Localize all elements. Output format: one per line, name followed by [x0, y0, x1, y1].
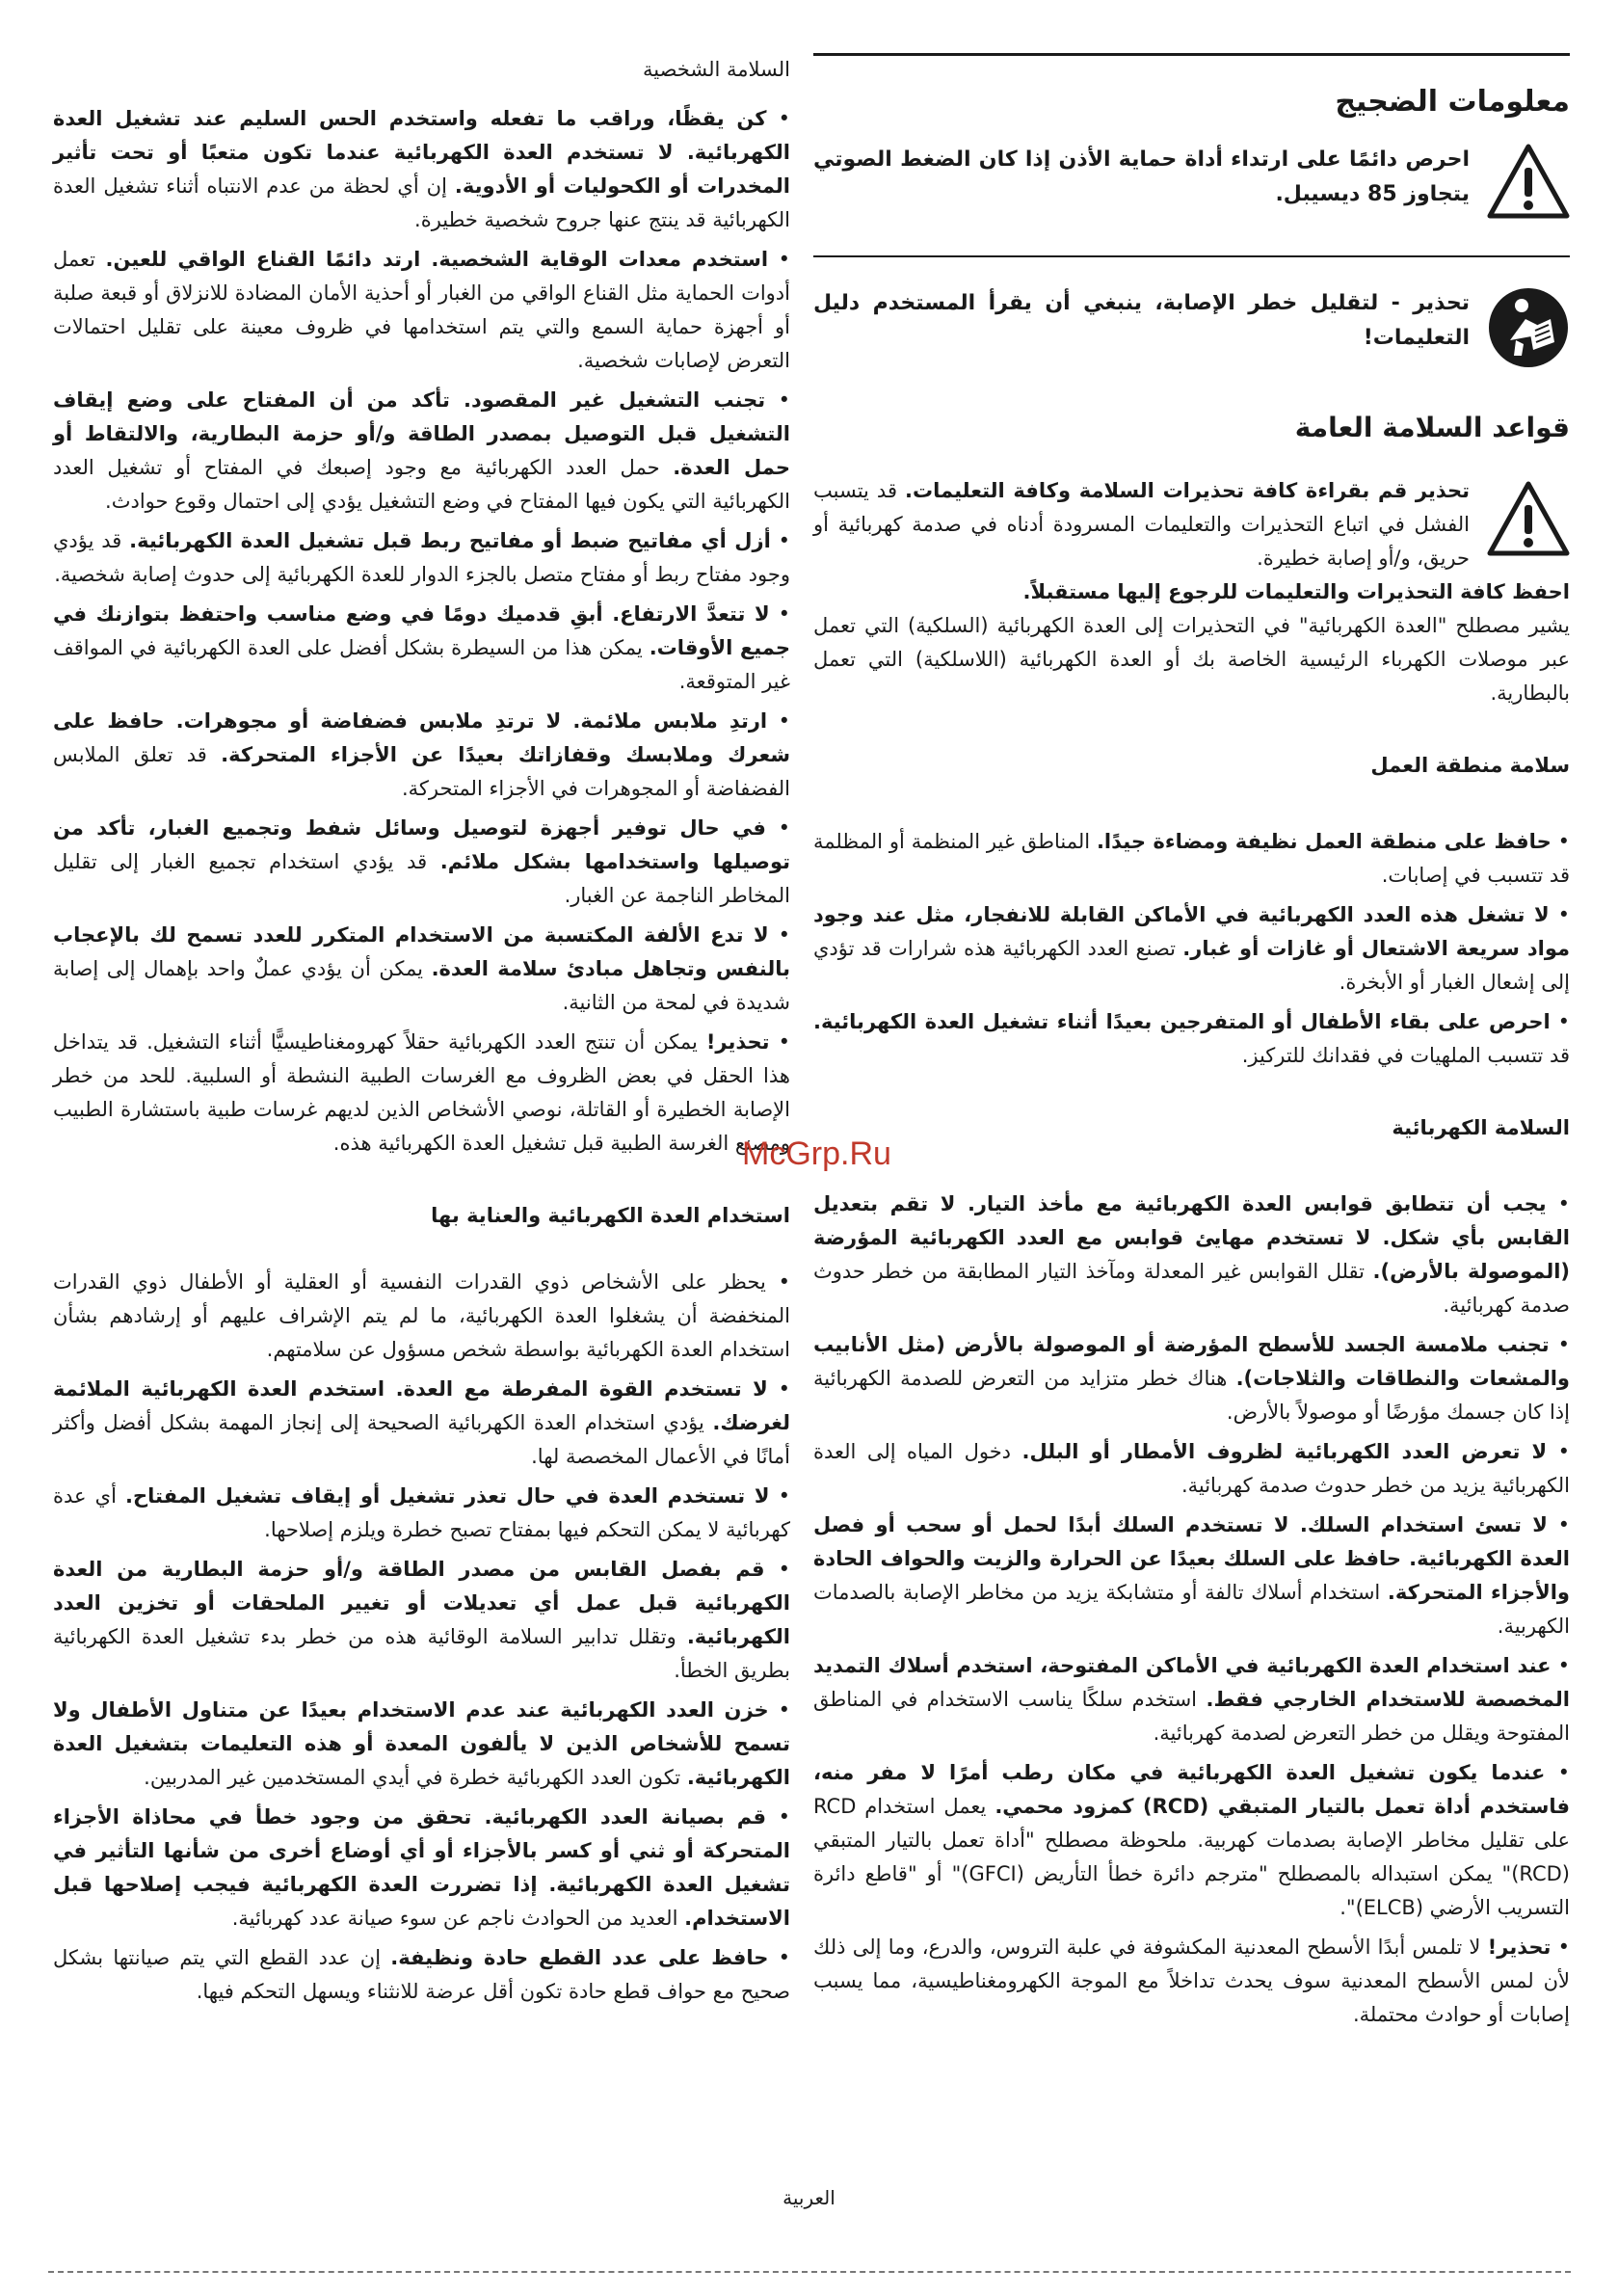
- general-warning-text: تحذير قم بقراءة كافة تحذيرات السلامة وكافة التعليمات. قد يتسبب الفشل في اتباع التحذيرات والتعليمات المسرودة أدناه في صدمة كهربائية أو حريق، و/أو إصابة خطيرة.: [813, 479, 1471, 570]
- page-footer-language: العربية: [782, 2186, 836, 2209]
- list-item: • لا تتعدَّ الارتفاع. أبقِ قدميك دومًا في وضع مناسب واحتفظ بتوازنك في جميع الأوقات. يمكن هذا من السيطرة بشكل أفضل على العدة الكهربائية في المواقف غير المتوقعة.: [53, 602, 791, 693]
- list-item: • لا تشغل هذه العدد الكهربائية في الأماكن القابلة للانفجار، مثل عند وجود مواد سريعة الاشتعال أو غازات أو غبار. تصنع العدد الكهربائية هذه شرارات قد تؤدي إلى إشعال الغبار أو الأبخرة.: [813, 903, 1570, 994]
- tool-use-heading: استخدام العدة الكهربائية والعناية بها: [431, 1204, 790, 1227]
- list-item: • لا تستخدم العدة في حال تعذر تشغيل أو إيقاف تشغيل المفتاح. أي عدة كهربائية لا يمكن التحكم فيها بمفتاح تصبح خطرة ويلزم إصلاحها.: [53, 1484, 790, 1541]
- list-item: • حافظ على منطقة العمل نظيفة ومضاءة جيدًا. المناطق غير المنظمة أو المظلمة قد تتسبب في إصابات.: [813, 830, 1570, 887]
- list-item: • تحذير! لا تلمس أبدًا الأسطح المعدنية المكشوفة في علبة التروس، والدرع، وما إلى ذلك لأن لمس الأسطح المعدنية سوف يحدث تداخلاً مع الموجة الكهرومغناطيسية، مما يسبب إصابات أو حوادث محتملة.: [813, 1936, 1570, 2026]
- list-item: • تجنب التشغيل غير المقصود. تأكد من أن المفتاح على وضع إيقاف التشغيل قبل التوصيل بمصدر الطاقة و/أو حزمة البطارية، والالتقاط أو حمل العدة. حمل العدد الكهربائية مع وجود إصبعك في المفتاح أو تشغيل العدد الكهربائية التي يكون فيها المفتاح في وضع التشغيل يؤدي إلى احتمال وقوع حوادث.: [53, 388, 790, 513]
- work-area-list: [813, 825, 1570, 1073]
- list-item: • عند استخدام العدة الكهربائية في الأماكن المفتوحة، استخدم أسلاك التمديد المخصصة للاستخدام الخارجي فقط. استخدم سلكًا يناسب الاستخدام في المناطق المفتوحة ويقلل من خطر التعرض لصدمة كهربائية.: [813, 1654, 1571, 1745]
- electrical-safety-list: [813, 1188, 1570, 2032]
- list-item: • لا تسئ استخدام السلك. لا تستخدم السلك أبدًا لحمل أو سحب أو فصل العدة الكهربائية. حافظ على السلك بعيدًا عن الحرارة والزيت والحواف الحادة والأجزاء المتحركة. استخدام أسلاك تالفة أو متشابكة يزيد من مخاطر الإصابة بالصدمات الكهربية.: [813, 1513, 1570, 1638]
- list-item: • كن يقظًا، وراقب ما تفعله واستخدم الحس السليم عند تشغيل العدة الكهربائية. لا تستخدم العدة الكهربائية عندما تكون متعبًا أو تحت تأثير المخدرات أو الكحوليات أو الأدوية. إن أي لحظة من عدم الانتباه أثناء تشغيل العدة الكهربائية قد ينتج عنها جروح شخصية خطيرة.: [53, 107, 790, 231]
- noise-text: احرص دائمًا على ارتداء أداة حماية الأذن إذا كان الضغط الصوتي يتجاوز 85 ديسيبل.: [813, 147, 1470, 206]
- personal-safety-heading: السلامة الشخصية: [642, 58, 790, 81]
- list-item: • حافظ على عدد القطع حادة ونظيفة. إن عدد القطع التي يتم صيانتها بشكل صحيح مع حواف قطع حادة تكون أقل عرضة للانثناء ويسهل التحكم فيها.: [53, 1946, 790, 2003]
- list-item: • لا تعرض العدد الكهربائية لظروف الأمطار أو البلل. دخول المياه إلى العدة الكهربائية يزيد من خطر حدوث صدمة كهربائية.: [813, 1440, 1571, 1497]
- list-item: • استخدم معدات الوقاية الشخصية. ارتد دائمًا القناع الواقي للعين. تعمل أدوات الحماية مثل القناع الواقي من الغبار أو أحذية الأمان المضادة للانزلاق أو قبعة صلبة أو أجهزة حماية السمع والتي يتم استخدامها في ظروف معينة على تقليل احتمالات التعرض لإصابات شخصية.: [53, 248, 790, 372]
- personal-safety-list: [53, 102, 790, 1161]
- divider-rule: [813, 255, 1570, 257]
- warning-triangle-icon: [1487, 480, 1570, 568]
- list-item: • تجنب ملامسة الجسد للأسطح المؤرضة أو الموصولة بالأرض (مثل الأنابيب والمشعات والنطاقات والثلاجات). هناك خطر متزايد من التعرض للصدمة الكهربائية إذا كان جسمك مؤرضًا أو موصولاً بالأرض.: [813, 1333, 1570, 1424]
- top-rule: [813, 53, 1570, 56]
- list-item: • يحظر على الأشخاص ذوي القدرات النفسية أو العقلية أو الأطفال ذوي القدرات المنخفضة أن يشغلوا العدة الكهربائية، ما لم يتم الإشراف عليهم أو إرشادهم بشأن استخدام العدة الكهربائية بواسطة شخص مسؤول عن سلامتهم.: [53, 1270, 790, 1361]
- work-area-heading: سلامة منطقة العمل: [1370, 754, 1570, 777]
- read-manual-icon: [1487, 286, 1570, 380]
- right-column: [813, 53, 1570, 2038]
- power-tool-term: يشير مصطلح "العدة الكهربائية" في التحذيرات إلى العدة الكهربائية (السلكية) التي تعمل عبر موصلات الكهرباء الرئيسية الخاصة بك أو العدة الكهربائية (اللاسلكية) التي تعمل بالبطارية.: [813, 614, 1570, 705]
- bottom-rule: [48, 2271, 1571, 2273]
- list-item: • قم بفصل القابس من مصدر الطاقة و/أو حزمة البطارية من العدة الكهربائية قبل عمل أي تعديلات أو تغيير الملحقات أو تخزين العدد الكهربائية. وتقلل تدابير السلامة الوقائية هذه من خطر بدء تشغيل العدة الكهربائية بطريق الخطأ.: [53, 1558, 790, 1682]
- list-item: • احرص على بقاء الأطفال أو المتفرجين بعيدًا أثناء تشغيل العدة الكهربائية. قد تتسبب الملهيات في فقدانك للتركيز.: [813, 1010, 1570, 1067]
- warning-triangle-icon: [1487, 143, 1570, 230]
- noise-heading: معلومات الضجيج: [1335, 85, 1570, 119]
- list-item: • ارتدِ ملابس ملائمة. لا ترتدِ ملابس فضفاضة أو مجوهرات. حافظ على شعرك وملابسك وقفازاتك بعيدًا عن الأجزاء المتحركة. قد تعلق الملابس الفضفاضة أو المجوهرات في الأجزاء المتحركة.: [53, 709, 790, 800]
- list-item: • خزن العدد الكهربائية عند عدم الاستخدام بعيدًا عن متناول الأطفال ولا تسمح للأشخاص الذين لا يألفون المعدة أو هذه التعليمات بتشغيل العدة الكهربائية. تكون العدد الكهربائية خطرة في أيدي المستخدمين غير المدربين.: [53, 1698, 791, 1789]
- keep-instructions: احفظ كافة التحذيرات والتعليمات للرجوع إليها مستقبلاً.: [1022, 580, 1570, 603]
- left-column: [53, 53, 790, 2015]
- list-item: • أزل أي مفاتيح ضبط أو مفاتيح ربط قبل تشغيل العدة الكهربائية. قد يؤدي وجود مفتاح ربط أو مفتاح متصل بالجزء الدوار للعدة الكهربائية إلى حدوث إصابة شخصية.: [53, 529, 790, 586]
- tool-use-list: [53, 1266, 790, 2009]
- list-item: • تحذير! يمكن أن تنتج العدد الكهربائية حقلاً كهرومغناطيسيًّا أثناء التشغيل. قد يتداخل هذا الحقل في بعض الظروف مع الغرسات الطبية النشطة أو السلبية. للحد من خطر الإصابة الخطيرة أو القاتلة، نوصي الأشخاص الذين لديهم غرسات طبية باستشارة الطبيب ومصنع الغرسة الطبية قبل تشغيل العدة الكهربائية هذه.: [53, 1030, 790, 1155]
- list-item: • عندما يكون تشغيل العدة الكهربائية في مكان رطب أمرًا لا مفر منه، فاستخدم أداة تعمل بالتيار المتبقي (RCD) كمزود محمي. يعمل استخدام RCD على تقليل مخاطر الإصابة بصدمات كهربية. ملحوظة مصطلح "أداة تعمل بالتيار المتبقي (RCD)" يمكن استبداله بالمصطلح "مترجم دائرة خطأ التأريض (GFCI)" أو "قاطع دائرة التسريب الأرضي (ELCB)".: [813, 1761, 1570, 1919]
- read-manual-callout: [813, 286, 1570, 380]
- list-item: • قم بصيانة العدد الكهربائية. تحقق من وجود خطأ في محاذاة الأجزاء المتحركة أو ثني أو كسر بالأجزاء أو أي أوضاع أخرى من شأنها التأثير في تشغيل العدة الكهربائية. إذا تضررت العدة الكهربائية فيجب إصلاحها قبل الاستخدام. العديد من الحوادث ناجم عن سوء صيانة عدد كهربائية.: [53, 1805, 791, 1930]
- list-item: • يجب أن تتطابق قوابس العدة الكهربائية مع مأخذ التيار. لا تقم بتعديل القابس بأي شكل. لا تستخدم مهايئ قوابس مع العدد الكهربائية المؤرضة (الموصولة بالأرض). تقلل القوابس غير المعدلة ومآخذ التيار المطابقة من خطر حدوث صدمة كهربائية.: [813, 1192, 1570, 1317]
- general-safety-heading: قواعد السلامة العامة: [1294, 412, 1570, 443]
- electrical-safety-heading: السلامة الكهربائية: [1392, 1116, 1570, 1139]
- watermark: McGrp.Ru: [742, 1135, 891, 1172]
- noise-callout: [813, 143, 1570, 230]
- list-item: • في حال توفير أجهزة لتوصيل وسائل شفط وتجميع الغبار، تأكد من توصيلها واستخدامها بشكل ملائم. قد يؤدي استخدام تجميع الغبار إلى تقليل المخاطر الناجمة عن الغبار.: [53, 816, 790, 907]
- read-manual-text: تحذير - لتقليل خطر الإصابة، ينبغي أن يقرأ المستخدم دليل التعليمات!: [813, 291, 1470, 350]
- list-item: • لا تدع الألفة المكتسبة من الاستخدام المتكرر للعدد تسمح لك بالإعجاب بالنفس وتجاهل مبادئ سلامة العدة. يمكن أن يؤدي عملٌ واحد بإهمال إلى إصابة شديدة في لمحة من الثانية.: [53, 923, 791, 1014]
- general-warning: [813, 474, 1570, 575]
- list-item: • لا تستخدم القوة المفرطة مع العدة. استخدم العدة الكهربائية الملائمة لغرضك. يؤدي استخدام العدة الكهربائية الصحيحة إلى إنجاز المهمة بشكل أفضل وأكثر أمانًا في الأعمال المخصصة لها.: [53, 1377, 791, 1468]
